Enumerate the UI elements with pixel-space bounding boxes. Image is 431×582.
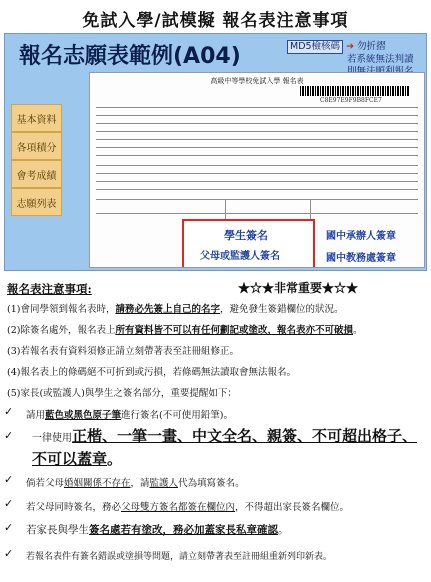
bullet-5: 若家長與學生簽名處若有塗改，務必加蓋家長私章確認。 xyxy=(26,524,289,536)
form-title: 高級中等學校免試入學 報名表 xyxy=(210,77,304,85)
bullet-2: 一律使用正楷、一筆一畫、中文全名、親簽、不可超出格子、 xyxy=(32,427,418,445)
director-stamp-label: 國中教務處簽章 xyxy=(326,253,396,264)
notice-item-4: (4)報名表上的條碼絕不可折到或污損，若條碼無法讀取會無法報名。 xyxy=(7,367,296,378)
check-icon: ✓ xyxy=(4,497,14,510)
side-label-points: 各項積分 xyxy=(11,132,62,160)
bullet-2-cont: 不可以蓋章。 xyxy=(32,450,123,468)
form-sample xyxy=(89,72,425,268)
barcode-image xyxy=(300,86,410,96)
check-icon: ✓ xyxy=(4,473,14,486)
parent-signature-label: 父母或監護人簽名 xyxy=(200,251,280,262)
md5-label: MD5檢核碼 xyxy=(287,40,343,54)
side-label-exam: 會考成績 xyxy=(11,160,62,188)
signature-box xyxy=(182,219,315,268)
notice-item-3: (3)若報名表有資料須修正請立刻帶著表至註冊組修正。 xyxy=(7,346,239,357)
school-stamp-label: 國中承辦人簽章 xyxy=(326,231,396,242)
check-icon: ✓ xyxy=(4,429,14,442)
importance-stars: ★☆★非常重要★☆★ xyxy=(238,281,359,295)
form-code: C8E97E9F9B8FCE7 xyxy=(320,97,382,104)
student-signature-label: 學生簽名 xyxy=(224,229,268,242)
page-title: 免試入學/試模擬 報名表注意事項 xyxy=(82,11,349,31)
callout-line2: 若系統無法判讀 xyxy=(347,54,414,65)
notice-item-1: (1)會同學領到報名表時，請務必先簽上自己的名字，避免發生簽錯欄位的狀況。 xyxy=(7,304,344,315)
check-icon: ✓ xyxy=(4,547,14,560)
bullet-6: 若報名表件有簽名錯誤或塗損等問題，請立刻帶著表至註冊組重新列印新表。 xyxy=(26,552,333,562)
side-label-basic: 基本資料 xyxy=(11,104,62,132)
banner-title: 報名志願表範例(A04) xyxy=(19,44,241,69)
arrow-icon: ➔ xyxy=(346,41,355,52)
bullet-1: 請用藍色或黑色原子筆進行簽名(不可使用鉛筆)。 xyxy=(26,410,233,421)
form-example-banner xyxy=(4,33,427,271)
notice-item-2: (2)除簽名處外，報名表上所有資料皆不可以有任何劃記或塗改，報名表亦不可破損。 xyxy=(7,325,363,336)
check-icon: ✓ xyxy=(4,521,14,534)
side-label-choices: 志願列表 xyxy=(11,188,62,216)
bullet-3: 倘若父母婚姻關係不存在，請監護人代為填寫簽名。 xyxy=(26,478,245,489)
callout-line1: 勿折摺 xyxy=(357,41,386,52)
notice-item-5: (5)家長(或監護人)與學生之簽名部分，重要提醒如下： xyxy=(7,388,237,399)
notice-heading: 報名表注意事項: xyxy=(7,282,92,296)
check-icon: ✓ xyxy=(4,405,14,418)
bullet-4: 若父母同時簽名，務必父母雙方簽名都簽在欄位內，不得超出家長簽名欄位。 xyxy=(26,502,350,513)
